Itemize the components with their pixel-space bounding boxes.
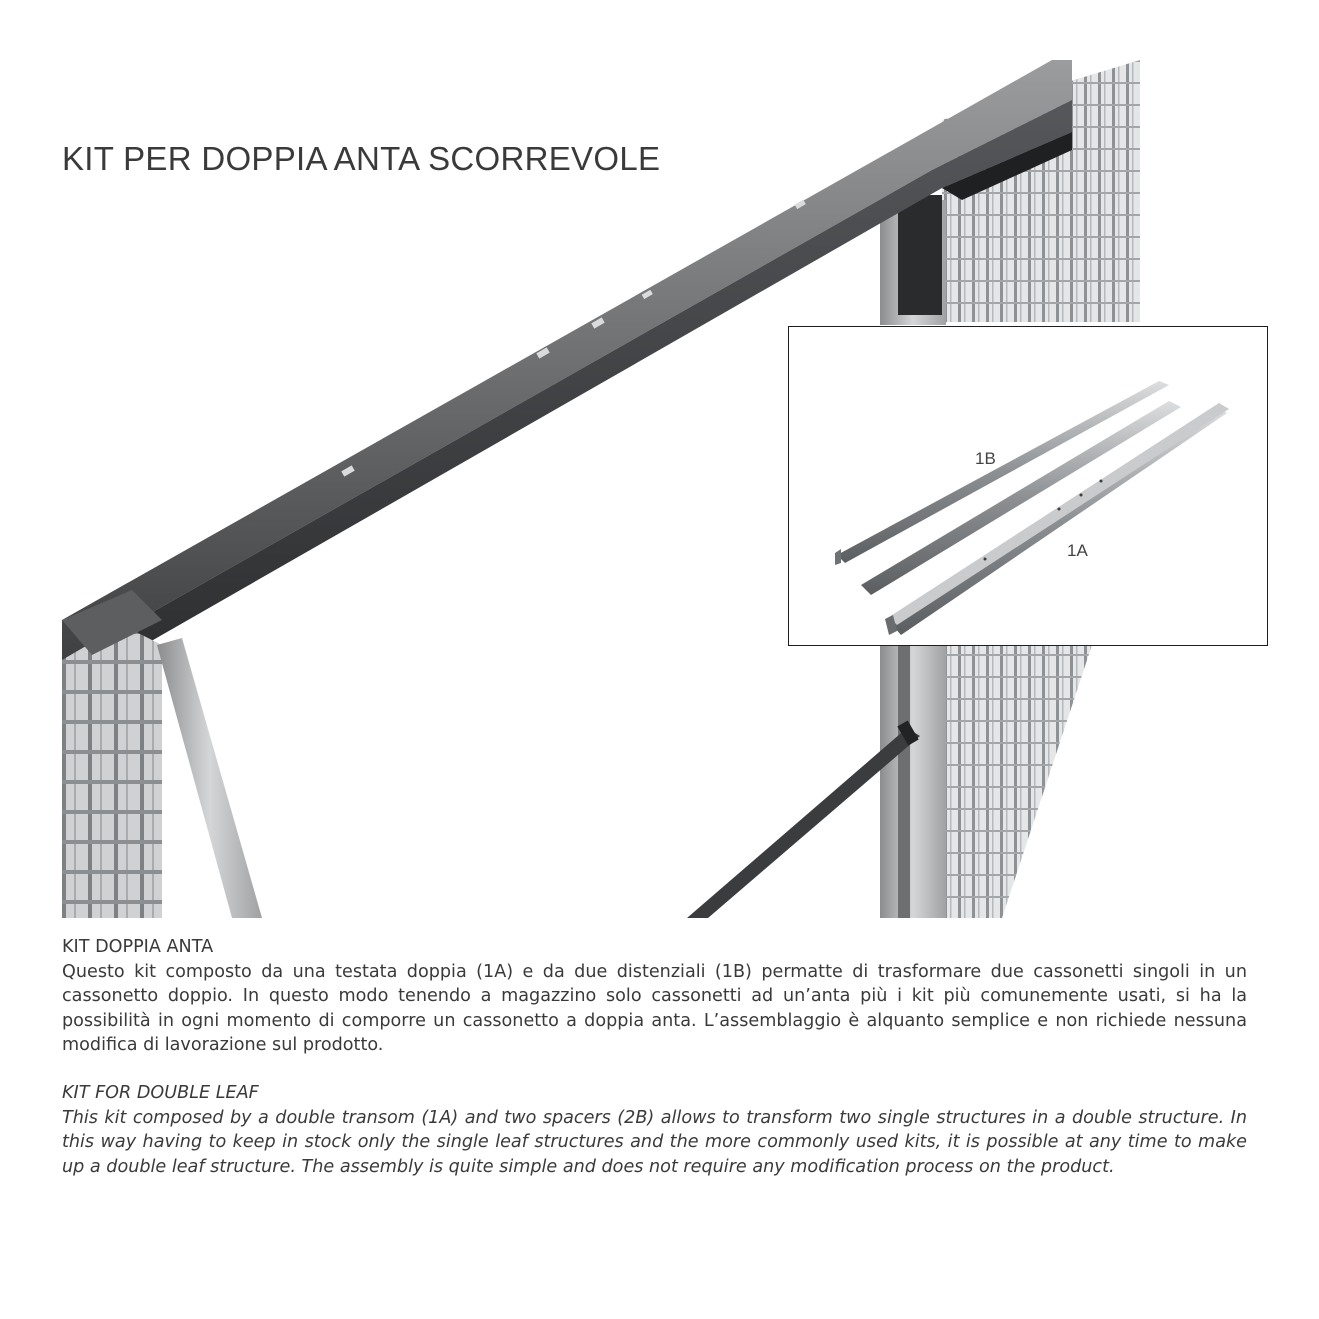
page-title: KIT PER DOPPIA ANTA SCORREVOLE (62, 140, 661, 177)
italian-description (62, 935, 1247, 1058)
label-1b: 1B (975, 449, 996, 468)
kit-components-inset (788, 326, 1268, 646)
italian-heading: KIT DOPPIA ANTA (62, 937, 214, 957)
english-body: This kit composed by a double transom (1A) and two spacers (2B) allows to transform two single structures in a double structure. In this way having to keep in stock only the single leaf structures and the more commonly used kits, it is possible at any time to make up a double leaf structure. The assembly is quite simple and does not require any modification process on the product. (62, 1107, 1247, 1177)
english-description (62, 1081, 1247, 1179)
italian-body: Questo kit composto da una testata doppia (1A) e da due distenziali (1B) permatte di trasformare due cassonetti singoli in un cassonetto doppio. In questo modo tenendo a magazzino solo cassonetti ad un’anta più i kit più comunemente usati, si ha la possibilità in ogni momento di comporre un cassonetto a doppia anta. L’assemblaggio è alquanto semplice e non richiede nessuna modifica di lavorazione sul prodotto. (62, 961, 1247, 1055)
english-heading: KIT FOR DOUBLE LEAF (62, 1083, 259, 1103)
label-1a: 1A (1067, 541, 1088, 560)
